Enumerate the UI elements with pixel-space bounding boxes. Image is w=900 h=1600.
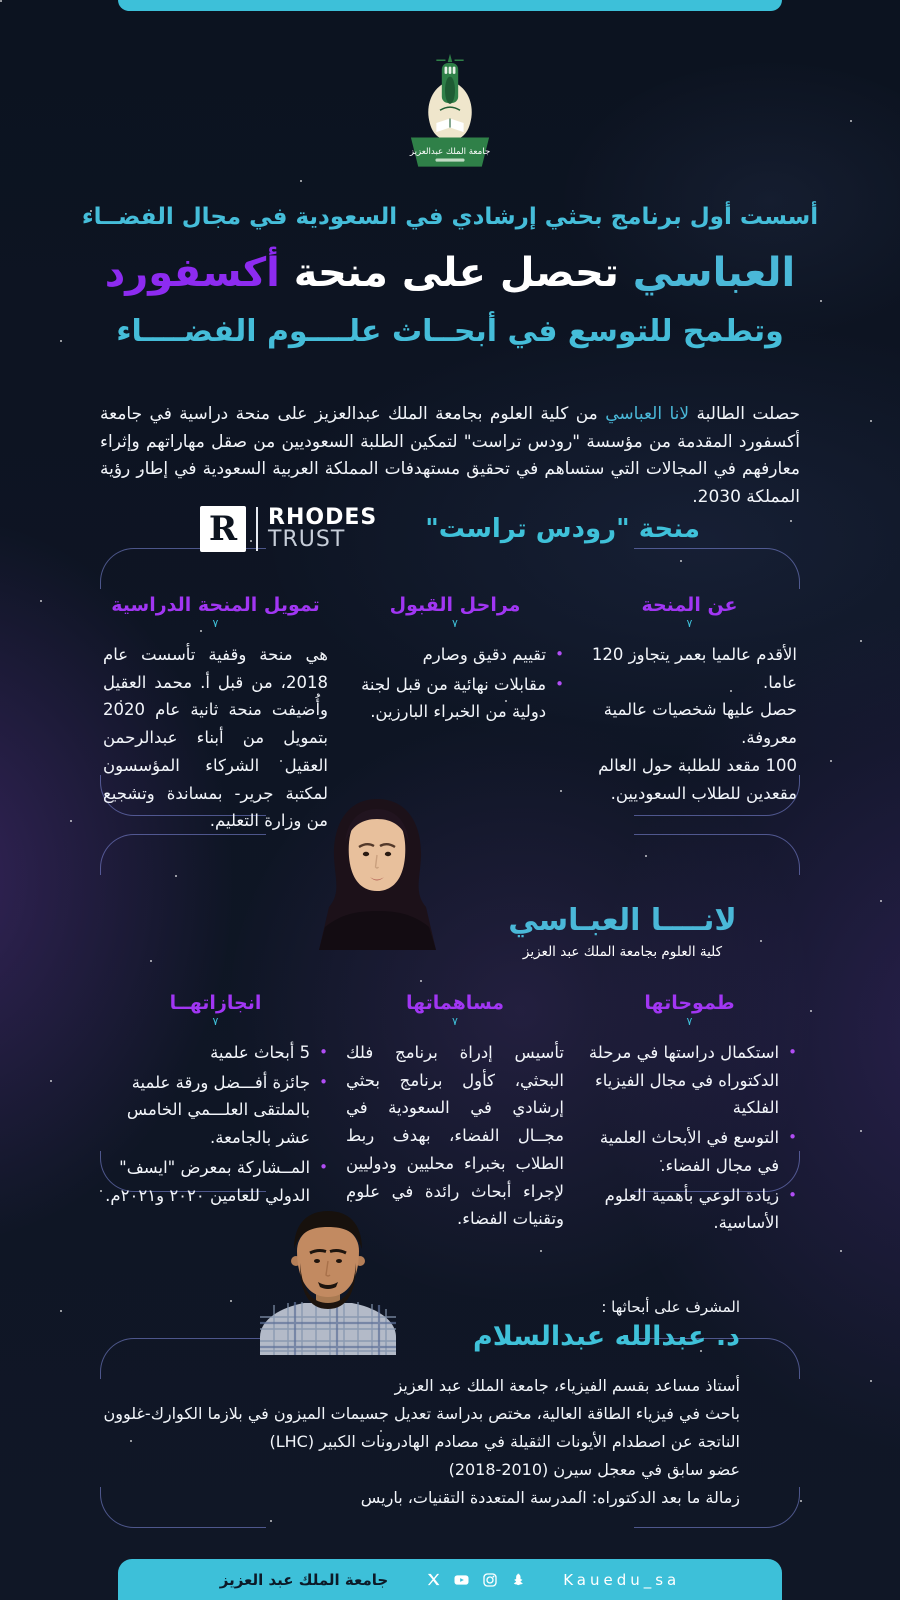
rhodes-wordmark — [268, 504, 378, 552]
supervisor-portrait-illustration — [248, 1205, 408, 1355]
list-item: • زيادة الوعي بأهمية العلوم الأساسية. — [582, 1182, 797, 1237]
chevron-down-icon — [103, 618, 328, 629]
rhodes-logo-letter: R — [208, 509, 238, 549]
column-heading: طموحاتها — [644, 992, 735, 1014]
column-body: هي منحة وقفية تأسست عام 2018، من قبل أ. محمد العقيل وأُضيفت منحة ثانية عام 2020 بتمويل من أبناء عبدالرحمن العقيل الشركاء المؤسسون لمكتبة جرير- بمساندة وتشجيع من وزارة التعليم. — [103, 645, 328, 831]
column-heading: عن المنحة — [641, 594, 738, 616]
chevron-down-icon — [582, 1016, 797, 1027]
student-portrait-illustration — [295, 795, 460, 950]
snapchat-icon[interactable] — [509, 1572, 525, 1588]
chevron-down-icon — [346, 618, 564, 629]
student-name-block — [455, 903, 790, 960]
social-icons — [426, 1572, 525, 1588]
list-item: • 5 أبحاث علمية — [103, 1039, 328, 1067]
list-item: • جائزة أفـــضل ورقة علمية بالملتقى العلـــمي الخامس عشر بالجامعة. — [103, 1069, 328, 1152]
chevron-down-icon — [103, 1016, 328, 1027]
bio-line: أستاذ مساعد بقسم الفيزياء، جامعة الملك عبد العزيز — [394, 1376, 740, 1395]
student-photo — [295, 795, 460, 950]
column-body — [346, 641, 564, 726]
headline-block — [0, 203, 900, 349]
headline-top-line: أسست أول برنامج بحثي إرشادي في السعودية في مجال الفضــاء — [81, 204, 819, 230]
chevron-down-icon — [346, 1016, 564, 1027]
supervisor-label: المشرف على أبحاثها : — [601, 1298, 740, 1316]
headline-name: العباسي — [632, 249, 796, 296]
headline-bottom-line: وتطمح للتوسع في أبحــاث علــــوم الفضــــاء — [116, 313, 784, 349]
column-heading: انجازاتهــا — [169, 992, 262, 1014]
supervisor-heading-block — [420, 1298, 740, 1352]
rhodes-wordmark-line1: RHODES — [268, 504, 378, 530]
x-twitter-icon[interactable] — [426, 1572, 441, 1587]
column-heading: مساهماتها — [405, 992, 505, 1014]
column-contributions — [346, 992, 564, 1239]
rhodes-trust-logo — [200, 506, 377, 552]
list-item: • المــشاركة بمعرض "ايسف" الدولي للعامين ٢٠٢٠ و٢٠٢١م. — [103, 1154, 328, 1209]
rhodes-wordmark-line2: TRUST — [268, 527, 346, 552]
text-line: حصل عليها شخصيات عالمية معروفة. — [603, 700, 797, 748]
chevron-down-icon — [582, 618, 797, 629]
list-item: • استكمال دراستها في مرحلة الدكتوراه في مجال الفيزياء الفلكية — [582, 1039, 797, 1122]
social-handle[interactable]: Kauedu_sa — [563, 1570, 681, 1589]
intro-student-name: لانا العباسي — [605, 404, 690, 424]
column-body: تأسيس إدراة برنامج فلك البحثي، كأول برنامج بحثي إرشادي في السعودية في مجــال الفضاء، بهدف ربط الطلاب بخبراء محليين ودوليين لإجراء أبحاث رائدة في علوم وتقنيات الفضاء. — [346, 1043, 564, 1229]
text-line: الأقدم عالميا بعمر يتجاوز 120 عاما. — [591, 645, 797, 692]
rhodes-logo-divider — [256, 507, 258, 551]
instagram-icon[interactable] — [482, 1572, 498, 1588]
logo-banner-text: جامعة الملك عبدالعزيز — [409, 146, 491, 157]
column-ambitions — [582, 992, 797, 1239]
bio-line: باحث في فيزياء الطاقة العالية، مختص بدراسة تعديل جسيمات الميزون في بلازما الكوارك-غلوون — [103, 1404, 740, 1423]
column-body — [582, 641, 797, 807]
top-accent-bar — [118, 0, 782, 11]
column-body — [582, 1039, 797, 1237]
list-item: • التوسع في الأبحاث العلمية في مجال الفضاء. — [582, 1124, 797, 1179]
text-line: 100 مقعد للطلبة حول العالم مقعدين للطلاب السعوديين. — [598, 755, 797, 803]
headline-oxford: أكسفورد — [104, 249, 280, 296]
youtube-icon[interactable] — [452, 1572, 471, 1588]
student-college: كلية العلوم بجامعة الملك عبد العزيز — [522, 944, 723, 960]
kau-logo-icon — [400, 50, 500, 176]
intro-post: من كلية العلوم بجامعة الملك عبدالعزيز على منحة دراسية في جامعة أكسفورد المقدمة من مؤسسة "رودس تراست" لتمكين الطلبة السعوديين من صقل مهاراتهم وإثراء معارفهم في المجالات التي ستساهم في تحقيق مستهدفات المملكة العربية السعودية في إطار رؤية المملكة 2030. — [100, 404, 800, 507]
list-item: • مقابلات نهائية من قبل لجنة دولية من الخبراء البارزين. — [346, 671, 564, 726]
bio-line: زمالة ما بعد الدكتوراه: المدرسة المتعددة التقنيات، باريس — [360, 1488, 740, 1507]
intro-pre: حصلت الطالبة — [689, 404, 800, 424]
supervisor-bio — [60, 1372, 740, 1512]
headline-main-line — [0, 250, 900, 296]
kau-university-logo — [400, 50, 500, 176]
rhodes-logo-icon — [200, 506, 246, 552]
rhodes-section-title: منحة "رودس تراست" — [425, 514, 700, 544]
student-columns — [103, 992, 797, 1239]
supervisor-name: د. عبدالله عبدالسلام — [473, 1321, 740, 1352]
column-body — [103, 1039, 328, 1209]
intro-paragraph — [100, 401, 800, 511]
supervisor-photo — [248, 1205, 408, 1357]
headline-middle: تحصل على منحة — [279, 249, 633, 296]
column-about-grant — [582, 594, 797, 835]
student-name: لانــــا العبـاسي — [508, 903, 737, 938]
footer-bar — [118, 1559, 782, 1600]
column-achievements — [103, 992, 328, 1239]
bio-line: عضو سابق في معجل سيرن (2010-2018) — [448, 1460, 740, 1479]
bio-line: الناتجة عن اصطدام الأيونات الثقيلة في مصادم الهادرونات الكبير (LHC) — [269, 1432, 740, 1451]
rhodes-section-header — [0, 506, 900, 552]
column-heading: مراحل القبول — [389, 594, 521, 616]
column-heading: تمويل المنحة الدراسية — [111, 594, 320, 616]
list-item: • تقييم دقيق وصارم — [346, 641, 564, 669]
footer-university-name: جامعة الملك عبد العزيز — [219, 1570, 389, 1589]
